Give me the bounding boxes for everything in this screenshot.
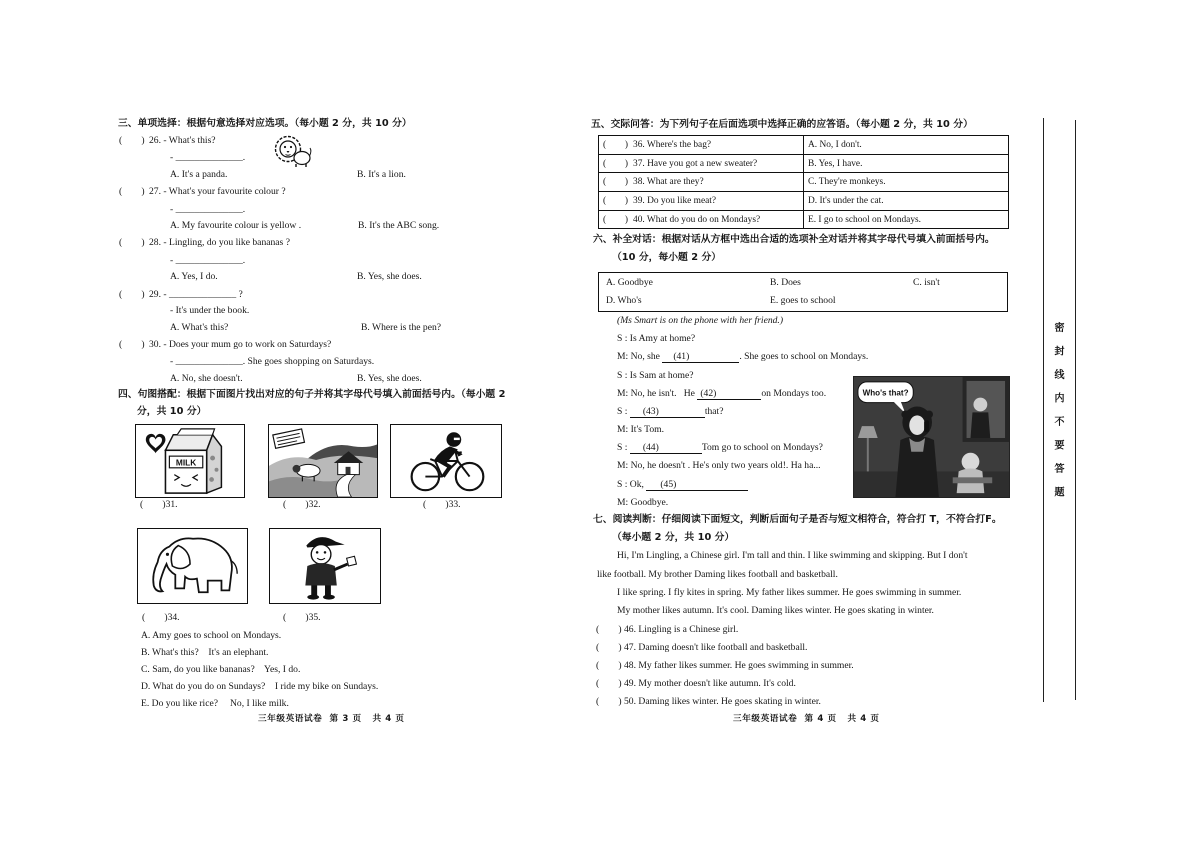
answer-bracket: ( ) <box>119 186 145 197</box>
page-footer-left: 三年级英语试卷 第 3 页 共 4 页 <box>258 714 405 724</box>
section5-matching-table <box>598 135 1009 229</box>
table-row <box>599 210 1009 229</box>
dialogue-text: . She goes to school on Mondays. <box>739 351 869 362</box>
question-30-option-b: B. Yes, she does. <box>357 373 422 384</box>
question-29-option-b: B. Where is the pen? <box>361 322 442 333</box>
stage-direction: (Ms Smart is on the phone with her friend.) <box>617 315 784 326</box>
question-36: 36. Where's the bag? <box>633 139 712 150</box>
question-29-stem: 29. - ______________ ? <box>149 289 243 300</box>
seal-line-inner <box>1043 118 1044 702</box>
answer-bracket: ( ) <box>119 237 145 248</box>
answer-bracket: ( ) <box>119 289 145 300</box>
seal-line-outer <box>1075 120 1076 700</box>
dialogue-text: Tom go to school on Mondays? <box>701 442 823 453</box>
question-28-option-a: A. Yes, I do. <box>170 271 218 282</box>
picture-boy-with-cap <box>269 528 381 604</box>
dialogue-text: that? <box>704 406 724 417</box>
question-40: 40. What do you do on Mondays? <box>633 214 761 225</box>
answer-blank-41: (41) <box>662 351 739 363</box>
picture-34-label: ( )34. <box>142 612 180 623</box>
answer-bracket: ( ) <box>596 696 622 707</box>
question-26-stem: 26. - What's this? <box>149 135 216 146</box>
choice-a: A. Goodbye <box>606 277 653 288</box>
answer-option-a: A. No, I don't. <box>804 136 1009 155</box>
statement-50: 50. Daming likes winter. He goes skating in winter. <box>624 696 821 707</box>
question-cell <box>599 173 804 192</box>
picture-elephant <box>137 528 248 604</box>
question-26-option-b: B. It's a lion. <box>357 169 406 180</box>
question-27-option-b: B. It's the ABC song. <box>358 220 440 231</box>
section4-title-continued: 分，共 10 分） <box>137 406 207 417</box>
picture-phone-call-scene <box>853 376 1010 498</box>
question-28-option-b: B. Yes, she does. <box>357 271 422 282</box>
picture-farm-landscape <box>268 424 378 498</box>
answer-blank-44: (44) <box>630 442 702 454</box>
answer-bracket: ( ) <box>603 139 628 150</box>
section4-title: 四、句图搭配：根据下面图片找出对应的句子并将其字母代号填入前面括号内。（每小题 2 <box>118 389 506 400</box>
statement-49: 49. My mother doesn't like autumn. It's cold. <box>624 678 796 689</box>
section5-title: 五、交际问答：为下列句子在后面选项中选择正确的应答语。（每小题 2 分，共 10 分） <box>591 119 973 130</box>
table-row <box>599 154 1009 173</box>
seal-warning-text: 密封线内不要答题 <box>1052 322 1063 510</box>
question-30-stem: 30. - Does your mum go to work on Saturdays? <box>149 339 332 350</box>
choice-b: B. Does <box>770 277 801 288</box>
picture-bike-rider <box>390 424 502 498</box>
dialogue-text: S : <box>617 406 630 417</box>
answer-bracket: ( ) <box>603 158 628 169</box>
passage-line: Hi, I'm Lingling, a Chinese girl. I'm tall and thin. I like swimming and skipping. But I don't <box>617 550 968 561</box>
answer-bracket: ( ) <box>119 135 145 146</box>
answer-bracket: ( ) <box>603 214 628 225</box>
dialogue-line <box>617 479 748 491</box>
answer-option-b: B. Yes, I have. <box>804 154 1009 173</box>
answer-bracket: ( ) <box>596 642 622 653</box>
passage-line: like football. My brother Daming likes football and basketball. <box>597 569 838 580</box>
table-row <box>599 136 1009 155</box>
answer-bracket: ( ) <box>596 624 622 635</box>
dialogue-text: M: No, he isn't. He <box>617 388 698 399</box>
table-row <box>599 192 1009 211</box>
dialogue-line <box>617 351 868 363</box>
choice-d: D. Who's <box>606 295 642 306</box>
picture-35-label: ( )35. <box>283 612 321 623</box>
answer-blank-42: (42) <box>697 388 761 400</box>
statement-47: 47. Daming doesn't like football and basketball. <box>624 642 808 653</box>
answer-option-d: D. It's under the cat. <box>804 192 1009 211</box>
choice-c: C. isn't <box>913 277 940 288</box>
section7-title: 七、阅读判断：仔细阅读下面短文，判断后面句子是否与短文相符合，符合打 T，不符合打F。 <box>593 514 1002 525</box>
section6-title: 六、补全对话：根据对话从方框中选出合适的选项补全对话并将其字母代号填入前面括号内。 <box>593 234 995 245</box>
dialogue-line: S : Is Sam at home? <box>617 370 694 381</box>
section6-subtitle: （10 分，每小题 2 分） <box>612 252 722 263</box>
question-39: 39. Do you like meat? <box>633 195 717 206</box>
statement-46: 46. Lingling is a Chinese girl. <box>624 624 739 635</box>
table-row <box>599 173 1009 192</box>
answer-blank-43: (43) <box>630 406 705 418</box>
dialogue-text: M: No, she <box>617 351 663 362</box>
answer-bracket: ( ) <box>603 177 628 188</box>
question-27-answer: - ______________. <box>170 204 246 215</box>
answer-bracket: ( ) <box>603 195 628 206</box>
section4-option-a: A. Amy goes to school on Mondays. <box>141 630 282 641</box>
dialogue-line: M: No, he doesn't . He's only two years old!. Ha ha... <box>617 460 821 471</box>
picture-33-label: ( )33. <box>423 499 461 510</box>
picture-milk-carton <box>135 424 245 498</box>
passage-line: I like spring. I fly kites in spring. My father likes summer. He goes swimming in summer. <box>617 587 962 598</box>
question-28-stem: 28. - Lingling, do you like bananas ? <box>149 237 290 248</box>
section7-subtitle: （每小题 2 分，共 10 分） <box>612 532 735 543</box>
answer-bracket: ( ) <box>596 660 622 671</box>
section4-option-c: C. Sam, do you like bananas? Yes, I do. <box>141 664 301 675</box>
section3-title: 三、单项选择：根据句意选择对应选项。（每小题 2 分，共 10 分） <box>118 118 412 129</box>
dialogue-line <box>617 442 823 454</box>
picture-31-label: ( )31. <box>140 499 178 510</box>
section4-option-d: D. What do you do on Sundays? I ride my bike on Sundays. <box>141 681 379 692</box>
dialogue-line: M: It's Tom. <box>617 424 664 435</box>
question-cell <box>599 192 804 211</box>
milk-label: MILK <box>175 457 197 468</box>
answer-bracket: ( ) <box>596 678 622 689</box>
question-cell <box>599 154 804 173</box>
question-27-stem: 27. - What's your favourite colour ? <box>149 186 286 197</box>
dialogue-text: S : <box>617 442 630 453</box>
speech-bubble-text: Who's that? <box>862 388 909 398</box>
page-footer-right: 三年级英语试卷 第 4 页 共 4 页 <box>733 714 880 724</box>
question-37: 37. Have you got a new sweater? <box>633 158 758 169</box>
question-29-answer: - It's under the book. <box>170 305 250 316</box>
question-cell <box>599 210 804 229</box>
question-26-option-a: A. It's a panda. <box>170 169 228 180</box>
question-27-option-a: A. My favourite colour is yellow . <box>170 220 302 231</box>
question-29-option-a: A. What's this? <box>170 322 229 333</box>
dialogue-line <box>617 406 723 418</box>
section4-option-b: B. What's this? It's an elephant. <box>141 647 269 658</box>
question-38: 38. What are they? <box>633 177 704 188</box>
lion-icon <box>272 134 312 168</box>
dialogue-line: M: Goodbye. <box>617 497 669 508</box>
choice-e: E. goes to school <box>770 295 836 306</box>
answer-bracket: ( ) <box>119 339 145 350</box>
section4-option-e: E. Do you like rice? No, I like milk. <box>141 698 289 709</box>
dialogue-line <box>617 388 826 400</box>
question-30-answer: - ______________. She goes shopping on Saturdays. <box>170 356 375 367</box>
question-26-answer: - ______________. <box>170 152 246 163</box>
answer-option-e: E. I go to school on Mondays. <box>804 210 1009 229</box>
dialogue-line: S : Is Amy at home? <box>617 333 696 344</box>
dialogue-text: on Mondays too. <box>761 388 827 399</box>
question-28-answer: - ______________. <box>170 255 246 266</box>
answer-blank-45: (45) <box>646 479 748 491</box>
passage-line: My mother likes autumn. It's cool. Daming likes winter. He goes skating in winter. <box>617 605 934 616</box>
statement-48: 48. My father likes summer. He goes swimming in summer. <box>624 660 854 671</box>
question-30-option-a: A. No, she doesn't. <box>170 373 243 384</box>
dialogue-text: S : Ok, <box>617 479 647 490</box>
question-cell <box>599 136 804 155</box>
picture-32-label: ( )32. <box>283 499 321 510</box>
answer-option-c: C. They're monkeys. <box>804 173 1009 192</box>
